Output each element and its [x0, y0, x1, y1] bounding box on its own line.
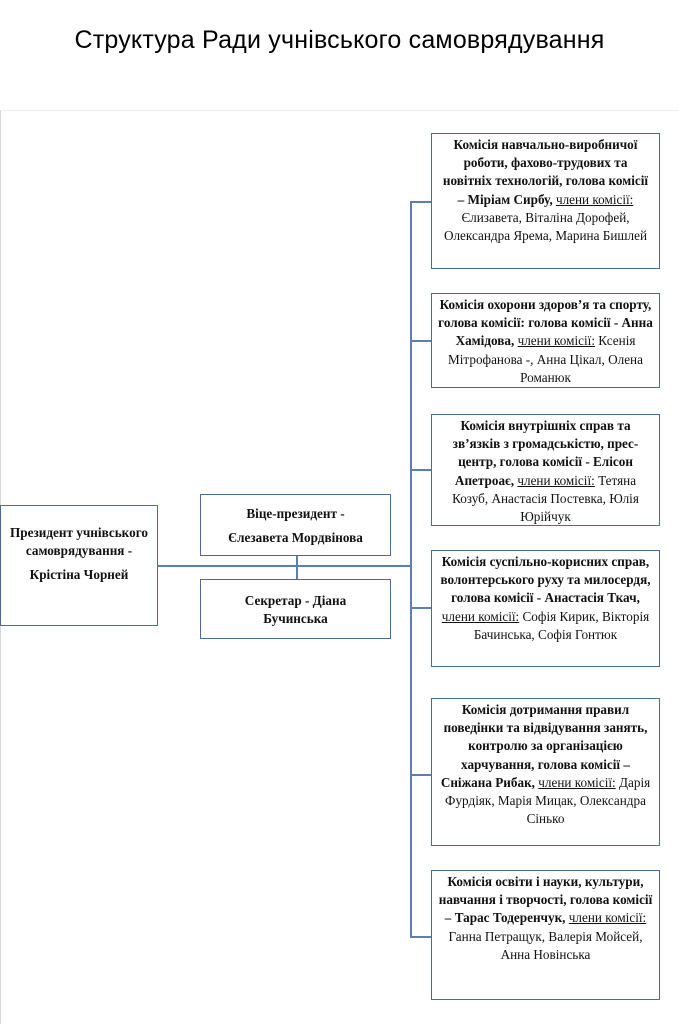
commission-members-label: члени комісії:	[555, 191, 634, 207]
connector-commission-4	[410, 607, 431, 609]
commission-box	[431, 550, 660, 667]
commission-members-label: члени комісії:	[517, 472, 595, 488]
connector-commission-6	[410, 936, 431, 938]
commission-members: Єлизавета, Віталіна Дорофей, Олександра Ярема, Марина Бишлей	[443, 209, 648, 244]
commission-box	[431, 698, 660, 846]
connector-president-to-spine	[157, 565, 411, 567]
secretary-text: Секретар - Діана Бучинська	[244, 593, 347, 627]
commission-members-label: члени комісії:	[441, 608, 520, 624]
president-role: Президент учнівського самоврядування -	[10, 525, 148, 559]
commission-members-label: члени комісії:	[517, 333, 595, 349]
commission-box	[431, 870, 660, 1000]
connector-spine	[410, 201, 412, 937]
vice-president-box	[200, 494, 391, 556]
vice-president-role: Віце-президент -	[246, 506, 345, 521]
secretary-box	[200, 579, 391, 639]
commission-members: Ксенія Мітрофанова -, Анна Цікал, Олена Романюк	[448, 333, 643, 385]
commission-members: Софія Кирик, Вікторія Бачинська, Софія Гонтюк	[473, 608, 650, 642]
page-title: Структура Ради учнівського самоврядування	[74, 26, 605, 54]
connector-commission-3	[410, 469, 431, 471]
commission-members: Тетяна Козуб, Анастасія Постевка, Юлія Юрійчук	[452, 472, 639, 525]
commission-box	[431, 414, 660, 526]
connector-vp-secretary	[296, 556, 298, 579]
president-name: Крістіна Чорней	[29, 567, 129, 583]
commission-title: Комісія дотримання правил поведінки та відвідування занять, контролю за організацією харчування, голова комісії – Сніжана Рибак,	[440, 702, 648, 790]
president-box	[0, 505, 158, 626]
commission-title: Комісія навчально-виробничої роботи, фахово-трудових та новітніх технологій, голова комісії – Міріам Сирбу,	[442, 137, 649, 207]
vice-president-name: Єлезавета Мордвінова	[228, 530, 363, 546]
commission-box	[431, 293, 660, 388]
commission-title: Комісія освіти і науки, культури, навчання і творчості, голова комісії – Тарас Тодеренчук,	[438, 874, 653, 926]
commission-title: Комісія суспільно-корисних справ, волонтерського руху та милосердя, голова комісії - Анастасія Ткач,	[440, 554, 651, 606]
connector-commission-1	[410, 201, 431, 203]
commission-members-label: члени комісії:	[568, 910, 647, 926]
commission-title: Комісія внутрішніх справ та зв’язків з громадськістю, прес-центр, голова комісії - Елісон Апетроає,	[452, 418, 639, 488]
connector-commission-5	[410, 774, 431, 776]
connector-commission-2	[410, 340, 431, 342]
commission-title: Комісія охорони здоров’я та спорту, голова комісії: голова комісії - Анна Хамідова,	[438, 297, 653, 349]
commission-box	[431, 133, 660, 269]
commission-members-label: члени комісії:	[538, 774, 616, 790]
commission-members: Ганна Петращук, Валерія Мойсей, Анна Новінська	[448, 928, 643, 962]
commission-members: Дарія Фурдіяк, Марія Мицак, Олександра Сінько	[445, 774, 651, 827]
